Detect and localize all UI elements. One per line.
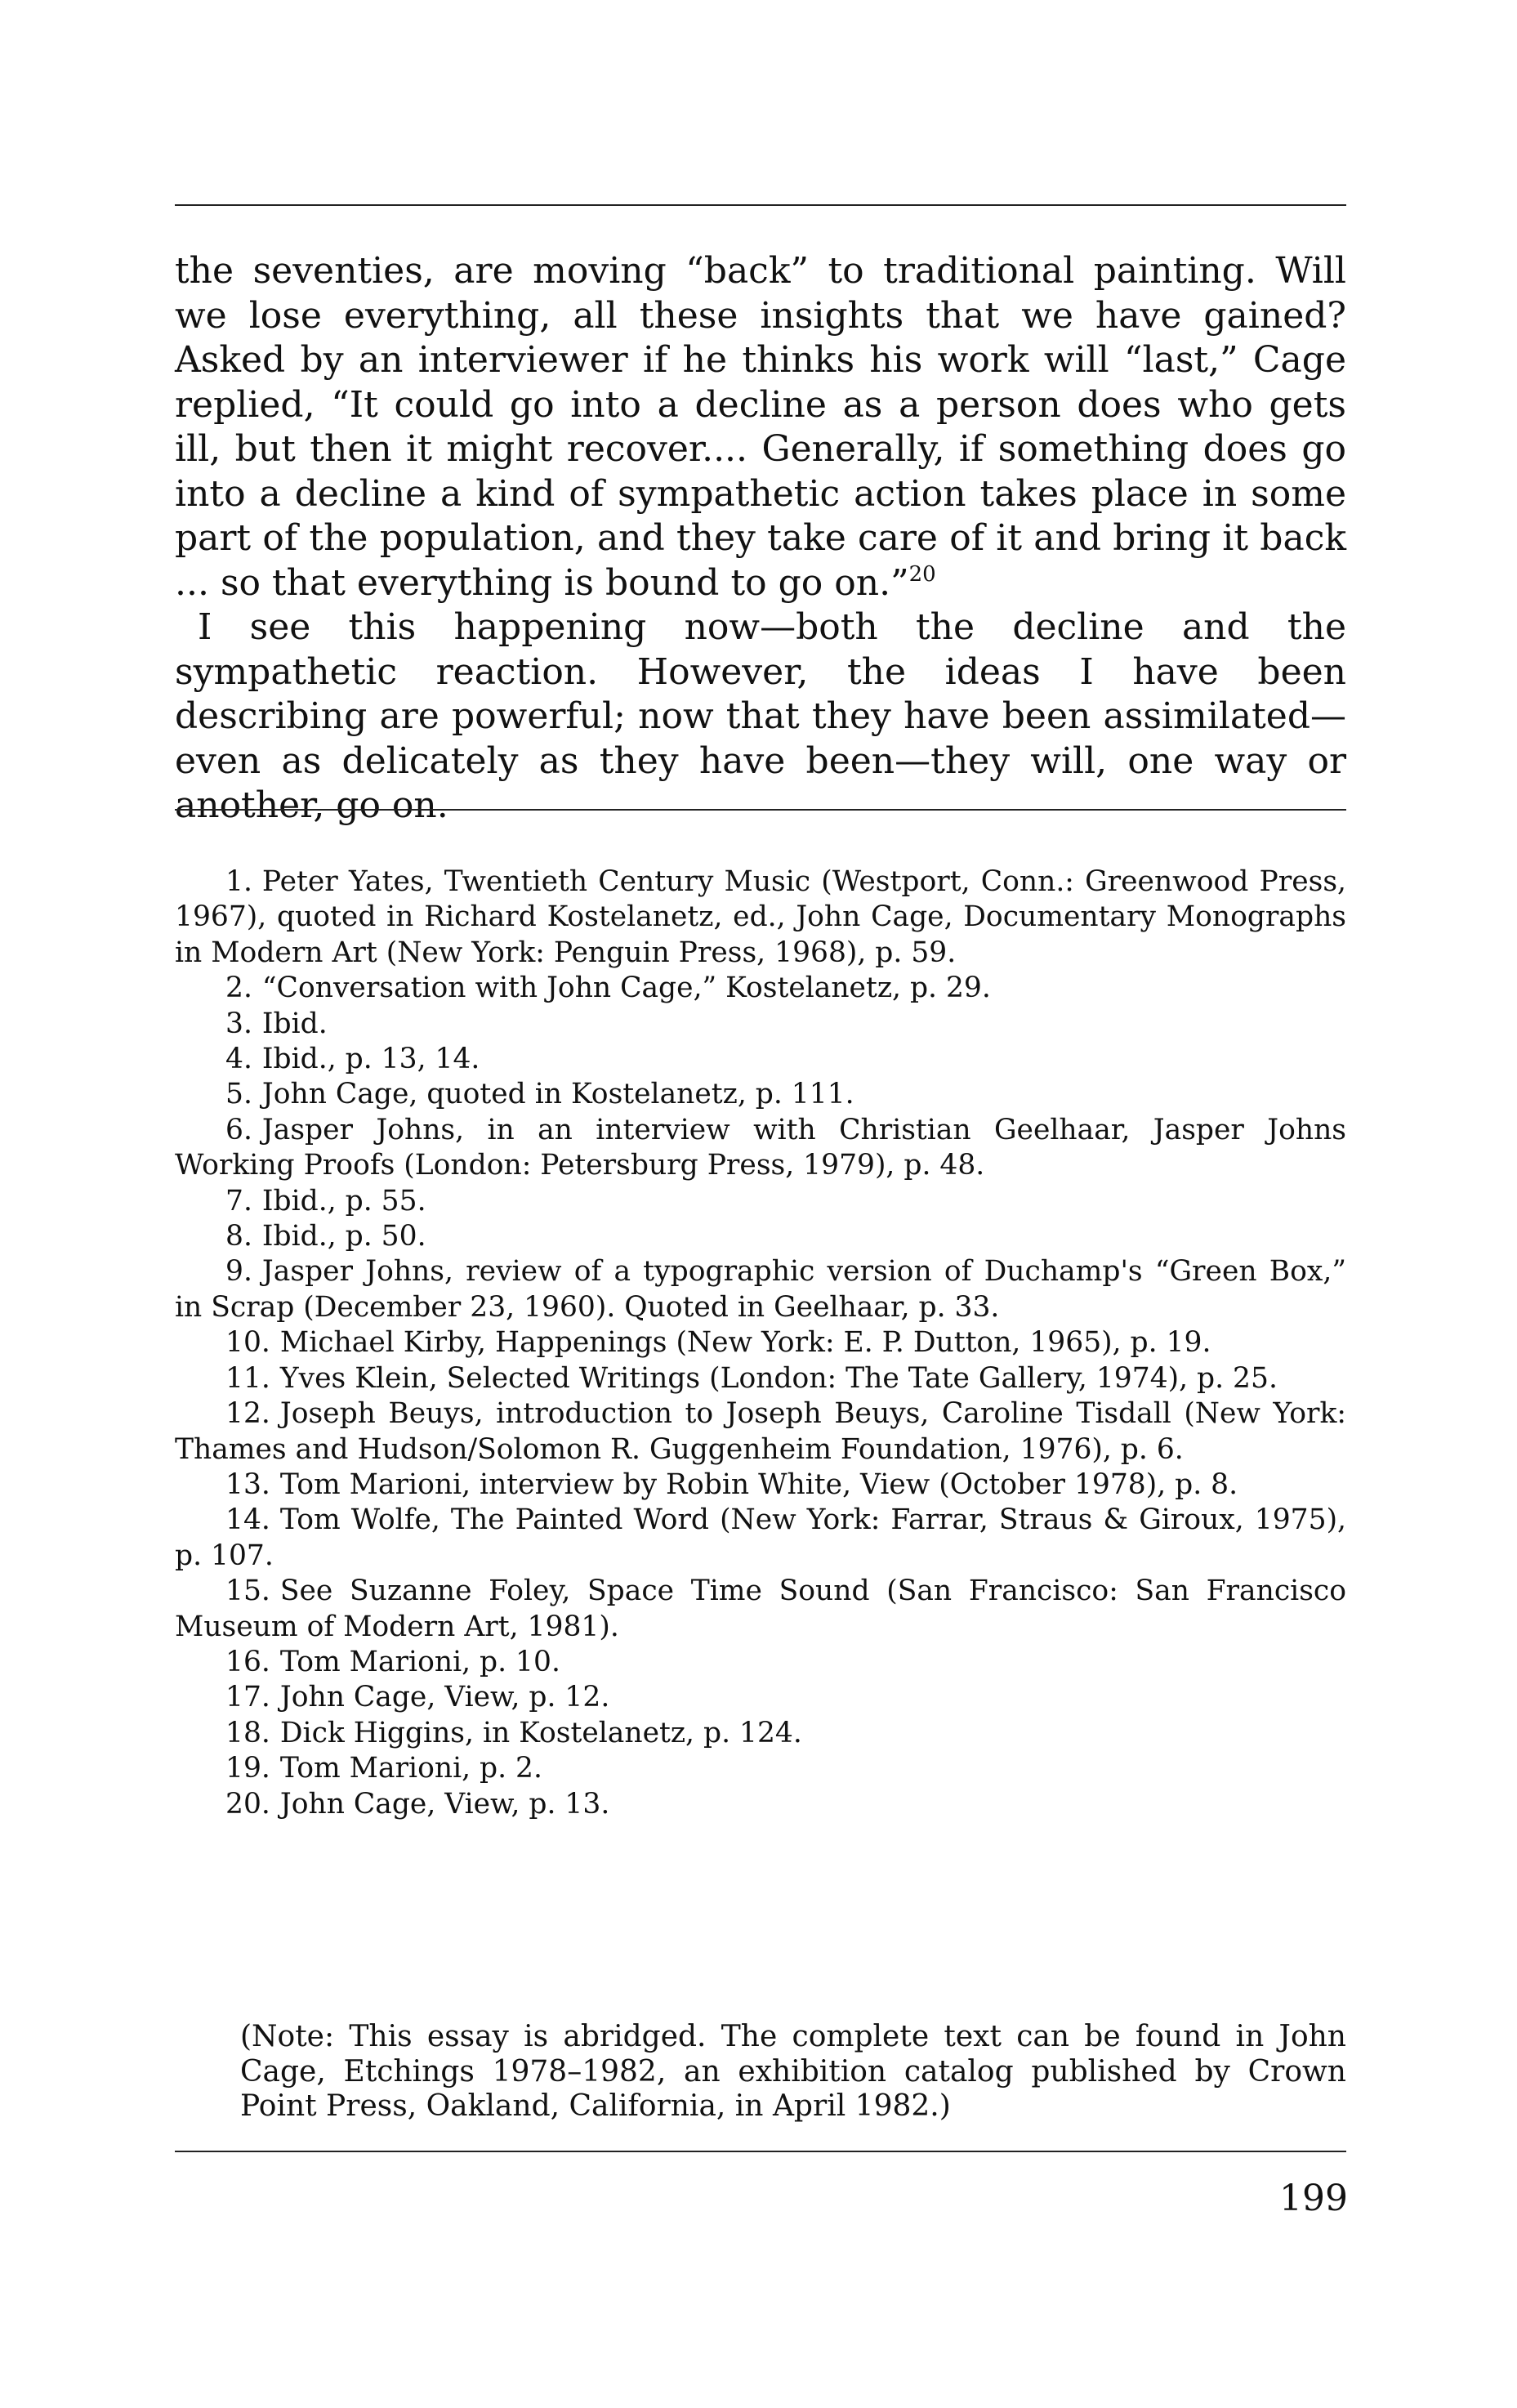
note-number: 3. bbox=[225, 1007, 252, 1040]
note-number: 1. bbox=[225, 865, 252, 898]
note-text: Tom Wolfe, The Painted Word (New York: Farrar, Straus & Giroux, 1975), p. 107. bbox=[175, 1503, 1346, 1572]
notes-list bbox=[175, 864, 1346, 1822]
note-item bbox=[175, 1219, 1346, 1254]
note-item bbox=[175, 1184, 1346, 1219]
body-paragraph-1 bbox=[175, 249, 1346, 605]
note-number: 11. bbox=[225, 1361, 270, 1395]
note-text: Ibid., p. 55. bbox=[261, 1184, 426, 1217]
note-number: 13. bbox=[225, 1468, 270, 1501]
note-item bbox=[175, 1716, 1346, 1751]
note-number: 19. bbox=[225, 1752, 270, 1785]
note-item bbox=[175, 1254, 1346, 1325]
note-item bbox=[175, 971, 1346, 1006]
note-number: 7. bbox=[225, 1184, 252, 1217]
note-text: Ibid., p. 50. bbox=[261, 1220, 426, 1253]
body-paragraph-1-text: the seventies, are moving “back” to traditional painting. Will we lose everything, all these insights that we have gained? Asked by an interviewer if he thinks his work will “last,” Cage replied, “It could go into a decline as a person does who gets ill, but then it might recover.... Generally, if something does go into a decline a kind of sympathetic action takes place in some part of the population, and they take care of it and bring it back ... so that everything is bound to go on.” bbox=[175, 250, 1346, 604]
note-text: See Suzanne Foley, Space Time Sound (San Francisco: San Francisco Museum of Modern Art, 1981). bbox=[175, 1575, 1346, 1643]
notes-separator-rule bbox=[175, 809, 1346, 811]
note-item bbox=[175, 1325, 1346, 1360]
note-text: Tom Marioni, interview by Robin White, View (October 1978), p. 8. bbox=[279, 1468, 1238, 1501]
note-number: 5. bbox=[225, 1078, 252, 1111]
note-text: Dick Higgins, in Kostelanetz, p. 124. bbox=[279, 1716, 802, 1749]
note-item bbox=[175, 1113, 1346, 1184]
note-number: 9. bbox=[225, 1255, 252, 1289]
note-text: John Cage, View, p. 13. bbox=[279, 1787, 610, 1821]
bottom-rule bbox=[175, 2151, 1346, 2152]
note-number: 20. bbox=[225, 1787, 270, 1821]
note-number: 4. bbox=[225, 1043, 252, 1076]
note-number: 17. bbox=[225, 1681, 270, 1714]
note-text: John Cage, quoted in Kostelanetz, p. 111. bbox=[261, 1078, 854, 1111]
note-text: “Conversation with John Cage,” Kostelanetz, p. 29. bbox=[261, 972, 991, 1005]
note-text: John Cage, View, p. 12. bbox=[279, 1681, 610, 1714]
note-text: Yves Klein, Selected Writings (London: The Tate Gallery, 1974), p. 25. bbox=[279, 1361, 1278, 1395]
footnote-reference: 20 bbox=[908, 561, 936, 587]
note-number: 6. bbox=[225, 1113, 252, 1146]
note-text: Joseph Beuys, introduction to Joseph Beuys, Caroline Tisdall (New York: Thames and Hudson/Solomon R. Guggenheim Foundation, 1976), p. 6. bbox=[175, 1397, 1346, 1466]
note-text: Tom Marioni, p. 10. bbox=[279, 1645, 560, 1678]
note-number: 8. bbox=[225, 1220, 252, 1253]
note-number: 16. bbox=[225, 1645, 270, 1678]
note-text: Michael Kirby, Happenings (New York: E. P. Dutton, 1965), p. 19. bbox=[279, 1326, 1211, 1360]
note-number: 2. bbox=[225, 972, 252, 1005]
note-number: 18. bbox=[225, 1716, 270, 1749]
note-item bbox=[175, 1503, 1346, 1574]
note-item bbox=[175, 1468, 1346, 1503]
note-number: 12. bbox=[225, 1397, 270, 1431]
note-item bbox=[175, 1751, 1346, 1786]
note-item bbox=[175, 1042, 1346, 1077]
note-item bbox=[175, 1787, 1346, 1822]
body-paragraph-2: I see this happening now—both the decline and the sympathetic reaction. However, the ideas I have been describing are powerful; now that they have been assimilated—even as delicately as they have been—they will, one way or another, go on. bbox=[175, 606, 1346, 826]
note-text: Ibid. bbox=[261, 1007, 328, 1040]
note-text: Jasper Johns, in an interview with Christian Geelhaar, Jasper Johns Working Proofs (London: Petersburg Press, 1979), p. 48. bbox=[175, 1113, 1346, 1182]
note-item bbox=[175, 1574, 1346, 1645]
page-number: 199 bbox=[1279, 2178, 1348, 2219]
note-item bbox=[175, 1645, 1346, 1680]
note-number: 14. bbox=[225, 1503, 270, 1537]
note-text: Ibid., p. 13, 14. bbox=[261, 1043, 480, 1076]
note-item bbox=[175, 1007, 1346, 1042]
note-item bbox=[175, 1077, 1346, 1112]
note-text: Tom Marioni, p. 2. bbox=[279, 1752, 542, 1785]
note-item bbox=[175, 1680, 1346, 1715]
top-rule bbox=[175, 204, 1346, 206]
note-item bbox=[175, 1396, 1346, 1468]
note-number: 10. bbox=[225, 1326, 270, 1360]
body-text bbox=[175, 249, 1346, 829]
note-text: Peter Yates, Twentieth Century Music (Westport, Conn.: Greenwood Press, 1967), quoted in Richard Kostelanetz, ed., John Cage, Documentary Monographs in Modern Art (New York: Penguin Press, 1968), p. 59. bbox=[175, 865, 1346, 969]
note-item bbox=[175, 1361, 1346, 1396]
closing-note: (Note: This essay is abridged. The complete text can be found in John Cage, Etchings 1978–1982, an exhibition catalog published by Crown Point Press, Oakland, California, in April 1982.) bbox=[240, 2020, 1346, 2123]
note-item bbox=[175, 864, 1346, 971]
note-text: Jasper Johns, review of a typographic version of Duchamp's “Green Box,” in Scrap (December 23, 1960). Quoted in Geelhaar, p. 33. bbox=[175, 1255, 1346, 1324]
note-number: 15. bbox=[225, 1575, 270, 1608]
